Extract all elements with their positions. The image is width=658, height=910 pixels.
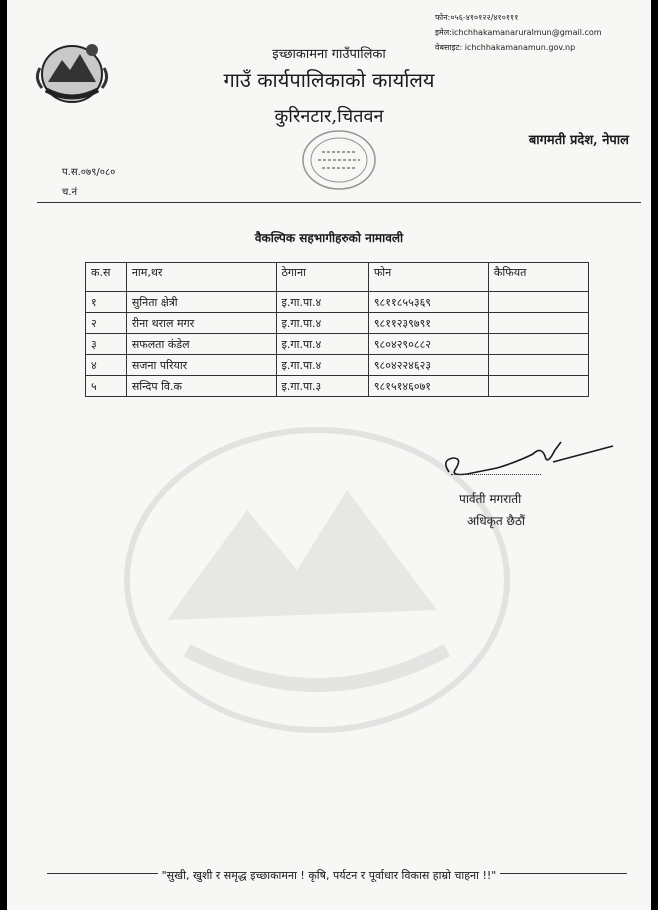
letter-page: [7, 0, 651, 910]
column-header: फोन: [368, 263, 488, 292]
table-cell: ९८१५१४६०७१: [368, 376, 488, 397]
table-cell: ९८११८५५३६९: [368, 292, 488, 313]
table-cell: [488, 355, 588, 376]
table-cell: सन्दिप वि.क: [126, 376, 276, 397]
table-cell: [488, 313, 588, 334]
table-cell: ५: [86, 376, 127, 397]
signatory-name: पार्वती मगराती: [459, 492, 522, 506]
province-label: बागमती प्रदेश, नेपाल: [528, 133, 629, 148]
table-cell: ४: [86, 355, 127, 376]
dispatch-number: च.नं: [62, 187, 78, 198]
column-header: ठेगाना: [276, 263, 368, 292]
table-cell: सुनिता क्षेत्री: [126, 292, 276, 313]
list-title: वैकल्पिक सहभागीहरुको नामावली: [254, 231, 404, 245]
table-cell: इ.गा.पा.४: [276, 334, 368, 355]
table-cell: ९८११२३९७९१: [368, 313, 488, 334]
table-cell: [488, 292, 588, 313]
table-cell: इ.गा.पा.३: [276, 376, 368, 397]
table-row: [86, 355, 589, 376]
column-header: नाम,थर: [126, 263, 276, 292]
footer-slogan-text: "सुखी, खुशी र समृद्ध इच्छाकामना ! कृषि, पर्यटन र पूर्वाधार विकास हाम्रो चाहना !!": [158, 869, 501, 882]
table-row: [86, 313, 589, 334]
signatory-role: अधिकृत छैठौं: [467, 514, 526, 528]
handwritten-signature: [437, 436, 617, 486]
table-cell: ९८०४२९०८८२: [368, 334, 488, 355]
reference-block: [62, 163, 115, 203]
table-row: [86, 334, 589, 355]
participants-table: [85, 262, 589, 397]
table-cell: २: [86, 313, 127, 334]
column-header: कैफियत: [488, 263, 588, 292]
table-cell: ३: [86, 334, 127, 355]
table-cell: [488, 334, 588, 355]
table-cell: १: [86, 292, 127, 313]
contact-website: वेबसाइट: ichchhakamanamun.gov.np: [435, 43, 576, 52]
table-header-row: [86, 263, 589, 292]
office-place: कुरिनटार,चितवन: [274, 106, 384, 127]
column-header: क.स: [86, 263, 127, 292]
table-cell: रीना थराल मगर: [126, 313, 276, 334]
table-cell: [488, 376, 588, 397]
table-row: [86, 292, 589, 313]
table-row: [86, 376, 589, 397]
header-divider: [37, 202, 641, 203]
table-cell: सजना परियार: [126, 355, 276, 376]
footer-slogan: [7, 868, 651, 883]
table-cell: इ.गा.पा.४: [276, 292, 368, 313]
contact-email: इमेल:ichchhakamanaruralmun@gmail.com: [435, 28, 602, 37]
table-cell: ९८०४२२४६२३: [368, 355, 488, 376]
letter-number: प.स.०७९/०८०: [62, 167, 116, 178]
table-cell: सफलता कंडेल: [126, 334, 276, 355]
municipality-name: इच्छाकामना गाउँपालिका: [272, 47, 386, 62]
table-cell: इ.गा.पा.४: [276, 355, 368, 376]
table-cell: इ.गा.पा.४: [276, 313, 368, 334]
signature-line: [451, 474, 541, 475]
office-title: गाउँ कार्यपालिकाको कार्यालय: [223, 68, 435, 92]
contact-phone: फोन:०५६-४१०१२२/४१०१११: [435, 13, 519, 22]
office-stamp: [300, 128, 378, 192]
